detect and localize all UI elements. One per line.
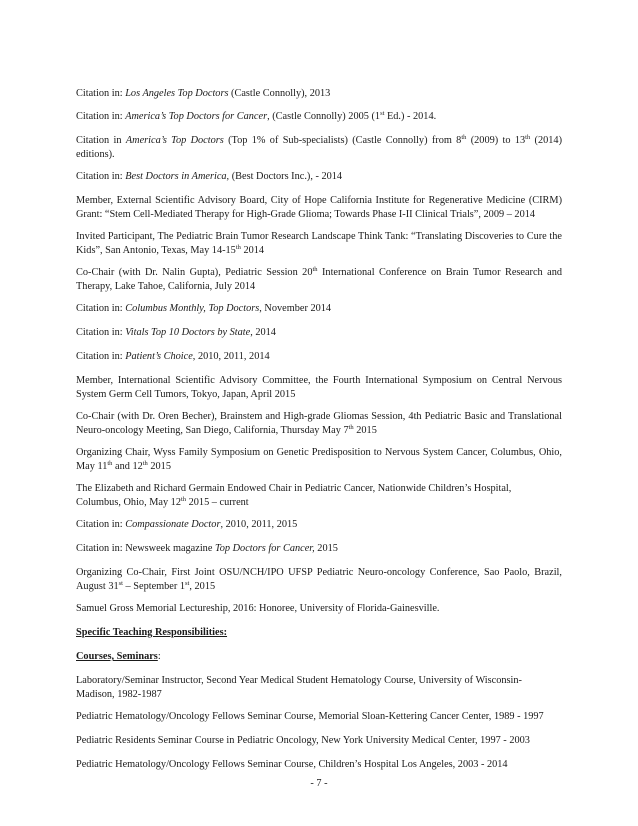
citation-vitals: Citation in: Vitals Top 10 Doctors by State, 2014	[76, 327, 276, 338]
entry-msk-seminar: Pediatric Hematology/Oncology Fellows Seminar Course, Memorial Sloan-Kettering Cancer Center, 1989 - 1997	[76, 711, 544, 722]
entry-germ-cell-symposium: Member, International Scientific Advisory Committee, the Fourth International Symposium on Central Nervous System Germ Cell Tumors, Tokyo, Japan, April 2015	[76, 375, 562, 400]
entry-brazil-conference: Organizing Co-Chair, First Joint OSU/NCH/IPO UFSP Pediatric Neuro-oncology Conference, Sao Paolo, Brazil, August 31st – September 1st, 2015	[76, 567, 562, 592]
entry-wisconsin-instructor: Laboratory/Seminar Instructor, Second Year Medical Student Hematology Course, University of Wisconsin-Madison, 1982-1987	[76, 675, 522, 700]
entry-gross-lectureship: Samuel Gross Memorial Lectureship, 2016: Honoree, University of Florida-Gainesville.	[76, 603, 440, 614]
entry-co-chair-becher: Co-Chair (with Dr. Oren Becher), Brainstem and High-grade Gliomas Session, 4th Pediatric Basic and Translational Neuro-oncology Meeting, San Diego, California, Thursday May 7th 2015	[76, 411, 562, 436]
citation-la-top-doctors: Citation in: Los Angeles Top Doctors (Castle Connolly), 2013	[76, 88, 331, 99]
page-number: - 7 -	[310, 778, 328, 789]
entry-co-chair-gupta: Co-Chair (with Dr. Nalin Gupta), Pediatric Session 20th International Conference on Brain Tumor Research and Therapy, Lake Tahoe, California, July 2014	[76, 266, 562, 292]
entry-chla-seminar: Pediatric Hematology/Oncology Fellows Seminar Course, Children’s Hospital Los Angeles, 2003 - 2014	[76, 759, 508, 770]
citation-americas-top-doctors: Citation in America’s Top Doctors (Top 1% of Sub-specialists) (Castle Connolly) from 8th (2009) to 13th (2014) editions).	[76, 134, 563, 160]
citation-newsweek: Citation in: Newsweek magazine Top Doctors for Cancer, 2015	[76, 543, 338, 554]
citation-columbus-monthly: Citation in: Columbus Monthly, Top Doctors, November 2014	[76, 303, 332, 314]
entry-city-of-hope: Member, External Scientific Advisory Board, City of Hope California Institute for Regenerative Medicine (CIRM) Grant: “Stem Cell-Mediated Therapy for High-Grade Glioma; Towards Phase I-II Clinical Trials”, 2009 – 2014	[76, 195, 562, 220]
heading-courses-seminars: Courses, Seminars:	[76, 651, 161, 662]
heading-teaching-responsibilities: Specific Teaching Responsibilities:	[76, 627, 228, 638]
entry-wyss-symposium: Organizing Chair, Wyss Family Symposium on Genetic Predisposition to Nervous System Cancer, Columbus, Ohio, May 11th and 12th 2015	[76, 447, 562, 472]
citation-best-doctors: Citation in: Best Doctors in America, (Best Doctors Inc.), - 2014	[76, 171, 343, 182]
citation-patients-choice: Citation in: Patient’s Choice, 2010, 2011, 2014	[76, 351, 270, 362]
citation-compassionate-doctor: Citation in: Compassionate Doctor, 2010, 2011, 2015	[76, 519, 298, 530]
entry-think-tank: Invited Participant, The Pediatric Brain Tumor Research Landscape Think Tank: “Translating Discoveries to Cure the Kids”, San Antonio, Texas, May 14-15th 2014	[76, 231, 562, 256]
entry-endowed-chair: The Elizabeth and Richard Germain Endowed Chair in Pediatric Cancer, Nationwide Children’s Hospital, Columbus, Ohio, May 12th 2015 – current	[76, 483, 512, 508]
citation-americas-top-doctors-cancer: Citation in: America’s Top Doctors for Cancer, (Castle Connolly) 2005 (1st Ed.) - 2014.	[76, 110, 437, 122]
entry-nyu-seminar: Pediatric Residents Seminar Course in Pediatric Oncology, New York University Medical Center, 1997 - 2003	[76, 735, 530, 746]
